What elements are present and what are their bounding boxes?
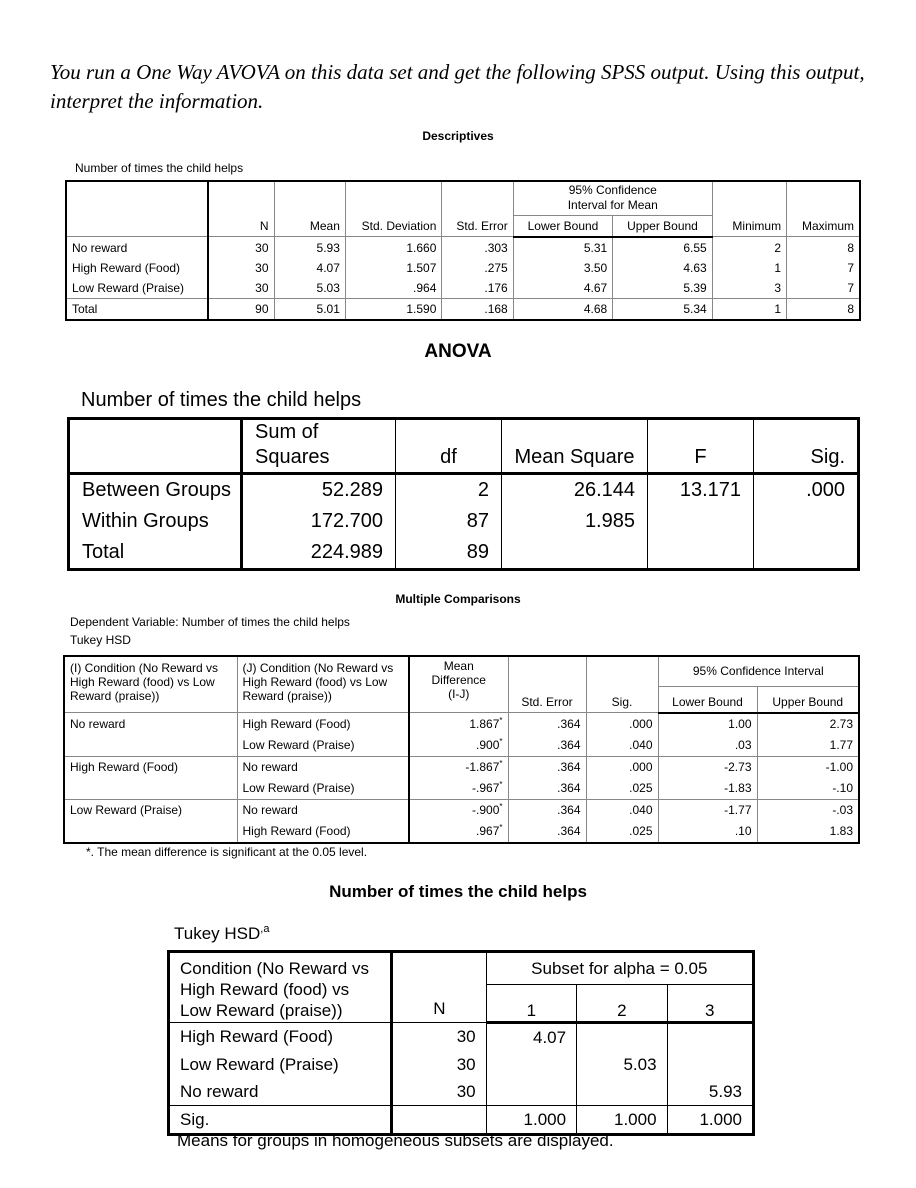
col-header-md: Mean Difference (I-J) bbox=[409, 656, 508, 713]
col-header: Mean bbox=[274, 181, 345, 237]
significance-star: * bbox=[499, 780, 503, 789]
cell: .168 bbox=[442, 298, 513, 320]
cell: 30 bbox=[392, 1023, 486, 1052]
cell: .364 bbox=[508, 735, 586, 757]
cell: 5.03 bbox=[577, 1051, 667, 1078]
multiple-comparisons-title: Multiple Comparisons bbox=[395, 592, 521, 606]
row-label: No reward bbox=[169, 1078, 392, 1106]
cell: 2.73 bbox=[757, 713, 859, 735]
cell: .364 bbox=[508, 756, 586, 778]
col-header: Lower Bound bbox=[513, 215, 613, 237]
homogeneous-footnote: Means for groups in homogeneous subsets are displayed. bbox=[177, 1131, 614, 1150]
col-header: Upper Bound bbox=[613, 215, 713, 237]
homogeneous-title: Number of times the child helps bbox=[329, 882, 587, 901]
cell: .364 bbox=[508, 799, 586, 821]
cell: .364 bbox=[508, 778, 586, 800]
cell: 30 bbox=[208, 278, 274, 299]
table-row bbox=[69, 474, 859, 507]
col-header: Maximum bbox=[787, 181, 860, 237]
row-label: Low Reward (Praise) bbox=[169, 1051, 392, 1078]
cell: .000 bbox=[586, 713, 658, 735]
cell: Low Reward (Praise) bbox=[64, 799, 237, 821]
cell: 5.93 bbox=[274, 237, 345, 258]
ci-header: 95% Confidence Interval for Mean bbox=[513, 181, 712, 215]
cell: 4.68 bbox=[513, 298, 613, 320]
table-row bbox=[64, 756, 859, 778]
cell: 1.590 bbox=[345, 298, 441, 320]
cell: 1.000 bbox=[667, 1106, 753, 1135]
cell: 1.867 bbox=[469, 716, 500, 731]
cell: 1.507 bbox=[345, 258, 441, 278]
col-header-j: (J) Condition (No Reward vs High Reward (food) vs Low Reward (praise)) bbox=[237, 656, 409, 713]
cell: 30 bbox=[208, 237, 274, 258]
col-header-n: N bbox=[392, 952, 486, 1023]
cell bbox=[486, 1051, 576, 1078]
cell: .364 bbox=[508, 821, 586, 843]
cell: 1.77 bbox=[757, 735, 859, 757]
table-row bbox=[64, 735, 859, 757]
table-row bbox=[64, 821, 859, 843]
row-label: Between Groups bbox=[69, 474, 242, 507]
cell: .275 bbox=[442, 258, 513, 278]
col-header-i: (I) Condition (No Reward vs High Reward (food) vs Low Reward (praise)) bbox=[64, 656, 237, 713]
cell: 52.289 bbox=[242, 474, 396, 507]
cell: 1.000 bbox=[486, 1106, 576, 1135]
col-header: N bbox=[208, 181, 274, 237]
cell: 2 bbox=[712, 237, 786, 258]
tukey-sup: ,a bbox=[260, 923, 270, 935]
cell: -2.73 bbox=[658, 756, 757, 778]
col-header-sig: Sig. bbox=[586, 656, 658, 713]
cell: .303 bbox=[442, 237, 513, 258]
cell bbox=[64, 821, 237, 843]
cell bbox=[648, 506, 754, 537]
significance-star: * bbox=[499, 802, 503, 811]
descriptives-table bbox=[65, 180, 861, 321]
cell: .040 bbox=[586, 799, 658, 821]
table-row bbox=[66, 298, 860, 320]
cell bbox=[577, 1023, 667, 1052]
col-header: Mean Square bbox=[502, 419, 648, 474]
row-label: High Reward (Food) bbox=[169, 1023, 392, 1052]
row-label: Low Reward (Praise) bbox=[66, 278, 208, 299]
col-header: Std. Error bbox=[442, 181, 513, 237]
cell: 4.07 bbox=[274, 258, 345, 278]
anova-dv-label: Number of times the child helps bbox=[81, 389, 362, 411]
cell: 5.03 bbox=[274, 278, 345, 299]
row-label: Total bbox=[66, 298, 208, 320]
cell: 224.989 bbox=[242, 537, 396, 570]
cell: 4.67 bbox=[513, 278, 613, 299]
col-header: F bbox=[648, 419, 754, 474]
table-row bbox=[66, 237, 860, 258]
descriptives-dv-label: Number of times the child helps bbox=[75, 161, 244, 175]
cell: 7 bbox=[787, 258, 860, 278]
dependent-variable-line: Dependent Variable: Number of times the child helps bbox=[70, 615, 350, 629]
cell: 13.171 bbox=[648, 474, 754, 507]
cell: 1.00 bbox=[658, 713, 757, 735]
cell: .176 bbox=[442, 278, 513, 299]
cell: 3.50 bbox=[513, 258, 613, 278]
cell: 87 bbox=[396, 506, 502, 537]
cell: .03 bbox=[658, 735, 757, 757]
cell: 26.144 bbox=[502, 474, 648, 507]
table-row bbox=[69, 506, 859, 537]
cell: 30 bbox=[392, 1051, 486, 1078]
anova-table bbox=[67, 417, 860, 571]
col-header: Sum of Squares bbox=[242, 419, 396, 474]
cell: Low Reward (Praise) bbox=[237, 778, 409, 800]
cell: -.900 bbox=[472, 803, 500, 817]
question-prompt: You run a One Way AVOVA on this data set and get the following SPSS output. Using this output, interpret the information. bbox=[50, 60, 865, 113]
cell: Low Reward (Praise) bbox=[237, 735, 409, 757]
col-header: Sig. bbox=[754, 419, 859, 474]
cell: .000 bbox=[754, 474, 859, 507]
mc-footnote: *. The mean difference is significant at the 0.05 level. bbox=[86, 845, 368, 859]
ci-header: 95% Confidence Interval bbox=[658, 656, 859, 686]
row-label: Sig. bbox=[169, 1106, 392, 1135]
table-row bbox=[169, 1078, 754, 1106]
cell: 2 bbox=[396, 474, 502, 507]
cell: High Reward (Food) bbox=[64, 756, 237, 778]
method-label: Tukey HSD bbox=[70, 633, 131, 647]
homogeneous-subsets-table bbox=[167, 950, 755, 1136]
cell: -.10 bbox=[757, 778, 859, 800]
cell bbox=[486, 1078, 576, 1106]
row-label: High Reward (Food) bbox=[66, 258, 208, 278]
cell: 89 bbox=[396, 537, 502, 570]
anova-title: ANOVA bbox=[424, 341, 492, 362]
cell bbox=[754, 506, 859, 537]
cell: 4.63 bbox=[613, 258, 713, 278]
cell: 90 bbox=[208, 298, 274, 320]
significance-star: * bbox=[499, 823, 503, 832]
significance-star: * bbox=[499, 737, 503, 746]
cell bbox=[648, 537, 754, 570]
table-row bbox=[69, 537, 859, 570]
cell: High Reward (Food) bbox=[237, 713, 409, 735]
col-header: Minimum bbox=[712, 181, 786, 237]
cell: 8 bbox=[787, 237, 860, 258]
subset-header: Subset for alpha = 0.05 bbox=[486, 952, 753, 985]
col-header-lb: Lower Bound bbox=[658, 686, 757, 712]
table-row bbox=[169, 1051, 754, 1078]
cell: -1.83 bbox=[658, 778, 757, 800]
cell: -1.77 bbox=[658, 799, 757, 821]
col-header-ub: Upper Bound bbox=[757, 686, 859, 712]
row-label: Within Groups bbox=[69, 506, 242, 537]
cell: .040 bbox=[586, 735, 658, 757]
cell bbox=[667, 1023, 753, 1052]
tukey-method: Tukey HSD bbox=[174, 924, 261, 943]
col-header: 3 bbox=[667, 985, 753, 1023]
col-header-se: Std. Error bbox=[508, 656, 586, 713]
cell: 1.000 bbox=[577, 1106, 667, 1135]
cell: .967 bbox=[476, 824, 500, 838]
col-header-condition: Condition (No Reward vs High Reward (food) vs Low Reward (praise)) bbox=[169, 952, 392, 1023]
cell: .964 bbox=[345, 278, 441, 299]
cell: 8 bbox=[787, 298, 860, 320]
col-header: 1 bbox=[486, 985, 576, 1023]
cell bbox=[754, 537, 859, 570]
cell: High Reward (Food) bbox=[237, 821, 409, 843]
cell: No reward bbox=[237, 756, 409, 778]
cell: No reward bbox=[64, 713, 237, 735]
significance-star: * bbox=[499, 715, 503, 725]
cell: 1.83 bbox=[757, 821, 859, 843]
cell: .025 bbox=[586, 821, 658, 843]
cell bbox=[667, 1051, 753, 1078]
cell: 30 bbox=[208, 258, 274, 278]
table-row bbox=[64, 799, 859, 821]
cell: 1 bbox=[712, 258, 786, 278]
cell: 7 bbox=[787, 278, 860, 299]
cell bbox=[577, 1078, 667, 1106]
tukey-label bbox=[174, 924, 269, 944]
cell: .364 bbox=[508, 713, 586, 735]
cell: 5.31 bbox=[513, 237, 613, 258]
cell: 3 bbox=[712, 278, 786, 299]
cell: .000 bbox=[586, 756, 658, 778]
cell: 1.660 bbox=[345, 237, 441, 258]
cell: 1.985 bbox=[502, 506, 648, 537]
cell bbox=[64, 735, 237, 757]
cell: -.967 bbox=[472, 781, 500, 795]
table-row bbox=[66, 278, 860, 299]
descriptives-title: Descriptives bbox=[422, 129, 494, 143]
cell: 1 bbox=[712, 298, 786, 320]
cell: .900 bbox=[476, 738, 500, 752]
row-label: No reward bbox=[66, 237, 208, 258]
cell: .025 bbox=[586, 778, 658, 800]
cell: -1.00 bbox=[757, 756, 859, 778]
significance-star: * bbox=[499, 759, 503, 768]
col-header: df bbox=[396, 419, 502, 474]
table-row bbox=[64, 713, 859, 735]
cell: -.03 bbox=[757, 799, 859, 821]
col-header: Std. Deviation bbox=[345, 181, 441, 237]
multiple-comparisons-table bbox=[63, 655, 860, 844]
table-row bbox=[64, 778, 859, 800]
cell: 172.700 bbox=[242, 506, 396, 537]
cell: 5.34 bbox=[613, 298, 713, 320]
cell bbox=[64, 778, 237, 800]
col-header: 2 bbox=[577, 985, 667, 1023]
cell: -1.867 bbox=[465, 760, 500, 774]
cell: 30 bbox=[392, 1078, 486, 1106]
cell: 5.01 bbox=[274, 298, 345, 320]
cell: No reward bbox=[237, 799, 409, 821]
table-row bbox=[66, 258, 860, 278]
cell: 6.55 bbox=[613, 237, 713, 258]
cell: 5.93 bbox=[667, 1078, 753, 1106]
row-label: Total bbox=[69, 537, 242, 570]
cell: 5.39 bbox=[613, 278, 713, 299]
cell bbox=[502, 537, 648, 570]
table-row bbox=[169, 1023, 754, 1052]
cell: .10 bbox=[658, 821, 757, 843]
cell: 4.07 bbox=[486, 1023, 576, 1052]
